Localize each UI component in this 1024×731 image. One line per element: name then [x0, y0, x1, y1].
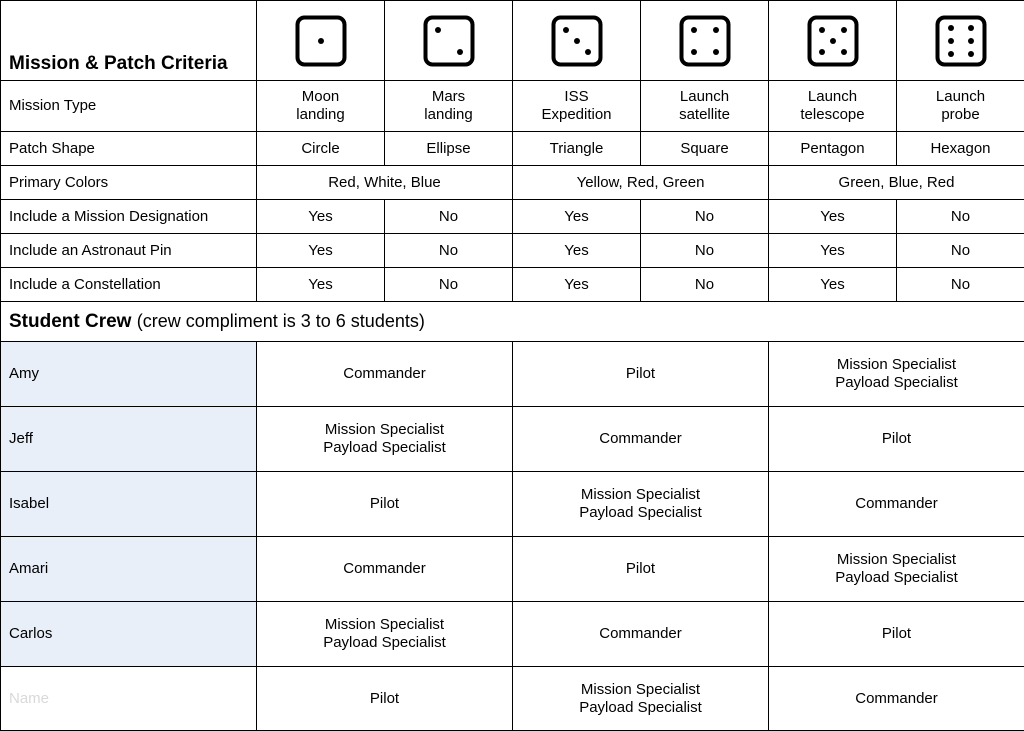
designation-row — [1, 200, 1024, 234]
die-pip — [819, 49, 825, 55]
yes-no-cell: No — [897, 200, 1024, 234]
role-cell: Commander — [769, 472, 1024, 537]
role-cell: Commander — [769, 667, 1024, 731]
mission-type-cell: ISS Expedition — [513, 81, 641, 132]
die-cell — [769, 1, 897, 81]
row-label: Patch Shape — [1, 132, 257, 166]
crew-name-cell[interactable] — [1, 537, 257, 602]
mission-type-cell: Launch satellite — [641, 81, 769, 132]
mission-type-cell: Mars landing — [385, 81, 513, 132]
role-cell: Pilot — [769, 602, 1024, 667]
role-cell: Commander — [257, 342, 513, 407]
die-cell — [513, 1, 641, 81]
yes-no-cell: No — [897, 268, 1024, 302]
patch-shape-cell: Pentagon — [769, 132, 897, 166]
role-cell: Pilot — [257, 472, 513, 537]
primary-colors-cell: Red, White, Blue — [257, 166, 513, 200]
patch-shape-cell: Square — [641, 132, 769, 166]
constellation-row — [1, 268, 1024, 302]
crew-name-input[interactable] — [9, 690, 239, 707]
crew-subtitle: (crew compliment is 3 to 6 students) — [136, 311, 425, 331]
crew-title: Student Crew — [9, 311, 132, 332]
die-pip — [841, 27, 847, 33]
mission-type-row — [1, 81, 1024, 132]
patch-shape-cell: Hexagon — [897, 132, 1024, 166]
crew-name-input[interactable] — [9, 365, 239, 382]
row-label: Include a Constellation — [1, 268, 257, 302]
criteria-title: Mission & Patch Criteria — [1, 1, 257, 81]
die-two-icon — [423, 15, 475, 67]
mission-type-cell: Moon landing — [257, 81, 385, 132]
role-cell: Commander — [513, 407, 769, 472]
role-cell: Mission Specialist Payload Specialist — [769, 537, 1024, 602]
die-pip — [713, 27, 719, 33]
role-cell: Pilot — [257, 667, 513, 731]
yes-no-cell: Yes — [513, 234, 641, 268]
die-face-outline — [937, 17, 984, 64]
die-six-icon — [935, 15, 987, 67]
crew-name-input[interactable] — [9, 560, 239, 577]
crew-name-input[interactable] — [9, 430, 239, 447]
mission-type-cell: Launch telescope — [769, 81, 897, 132]
die-cell — [897, 1, 1024, 81]
dice-header-row — [1, 1, 1024, 81]
patch-shape-row — [1, 132, 1024, 166]
crew-name-cell[interactable] — [1, 602, 257, 667]
die-pip — [585, 49, 591, 55]
crew-row — [1, 407, 1024, 472]
die-three-icon — [551, 15, 603, 67]
row-label: Mission Type — [1, 81, 257, 132]
die-pip — [841, 49, 847, 55]
yes-no-cell: No — [385, 200, 513, 234]
die-pip — [563, 27, 569, 33]
crew-name-cell[interactable] — [1, 342, 257, 407]
primary-colors-cell: Green, Blue, Red — [769, 166, 1024, 200]
yes-no-cell: No — [641, 234, 769, 268]
die-pip — [457, 49, 463, 55]
crew-name-input[interactable] — [9, 625, 239, 642]
role-cell: Mission Specialist Payload Specialist — [769, 342, 1024, 407]
die-pip — [968, 51, 974, 57]
role-cell: Mission Specialist Payload Specialist — [513, 667, 769, 731]
die-face-outline — [681, 17, 728, 64]
die-pip — [819, 27, 825, 33]
crew-header-row — [1, 302, 1024, 342]
primary-colors-cell: Yellow, Red, Green — [513, 166, 769, 200]
yes-no-cell: Yes — [257, 234, 385, 268]
astronaut-pin-row — [1, 234, 1024, 268]
die-pip — [830, 38, 836, 44]
role-cell: Mission Specialist Payload Specialist — [257, 602, 513, 667]
mission-type-cell: Launch probe — [897, 81, 1024, 132]
role-cell: Pilot — [769, 407, 1024, 472]
role-cell: Mission Specialist Payload Specialist — [513, 472, 769, 537]
primary-colors-row — [1, 166, 1024, 200]
die-cell — [257, 1, 385, 81]
yes-no-cell: No — [641, 268, 769, 302]
role-cell: Mission Specialist Payload Specialist — [257, 407, 513, 472]
die-pip — [968, 38, 974, 44]
row-label: Include a Mission Designation — [1, 200, 257, 234]
die-one-icon — [295, 15, 347, 67]
role-cell: Commander — [257, 537, 513, 602]
die-pip — [948, 25, 954, 31]
yes-no-cell: No — [385, 234, 513, 268]
crew-name-cell[interactable] — [1, 407, 257, 472]
die-five-icon — [807, 15, 859, 67]
patch-shape-cell: Ellipse — [385, 132, 513, 166]
row-label: Include an Astronaut Pin — [1, 234, 257, 268]
die-pip — [968, 25, 974, 31]
yes-no-cell: No — [385, 268, 513, 302]
die-pip — [691, 27, 697, 33]
yes-no-cell: No — [897, 234, 1024, 268]
crew-name-cell[interactable] — [1, 667, 257, 731]
patch-shape-cell: Triangle — [513, 132, 641, 166]
yes-no-cell: Yes — [769, 268, 897, 302]
role-cell: Pilot — [513, 342, 769, 407]
role-cell: Pilot — [513, 537, 769, 602]
crew-row — [1, 602, 1024, 667]
die-pip — [574, 38, 580, 44]
crew-row — [1, 342, 1024, 407]
yes-no-cell: Yes — [257, 200, 385, 234]
row-label: Primary Colors — [1, 166, 257, 200]
yes-no-cell: No — [641, 200, 769, 234]
yes-no-cell: Yes — [769, 200, 897, 234]
yes-no-cell: Yes — [513, 200, 641, 234]
die-pip — [713, 49, 719, 55]
yes-no-cell: Yes — [257, 268, 385, 302]
die-pip — [318, 38, 324, 44]
crew-row — [1, 667, 1024, 731]
crew-section-title — [1, 302, 1024, 342]
die-four-icon — [679, 15, 731, 67]
die-pip — [435, 27, 441, 33]
die-pip — [948, 38, 954, 44]
role-cell: Commander — [513, 602, 769, 667]
crew-name-input[interactable] — [9, 495, 239, 512]
die-cell — [385, 1, 513, 81]
die-pip — [948, 51, 954, 57]
die-cell — [641, 1, 769, 81]
die-pip — [691, 49, 697, 55]
die-face-outline — [425, 17, 472, 64]
crew-row — [1, 537, 1024, 602]
yes-no-cell: Yes — [513, 268, 641, 302]
crew-row — [1, 472, 1024, 537]
yes-no-cell: Yes — [769, 234, 897, 268]
patch-shape-cell: Circle — [257, 132, 385, 166]
crew-name-cell[interactable] — [1, 472, 257, 537]
